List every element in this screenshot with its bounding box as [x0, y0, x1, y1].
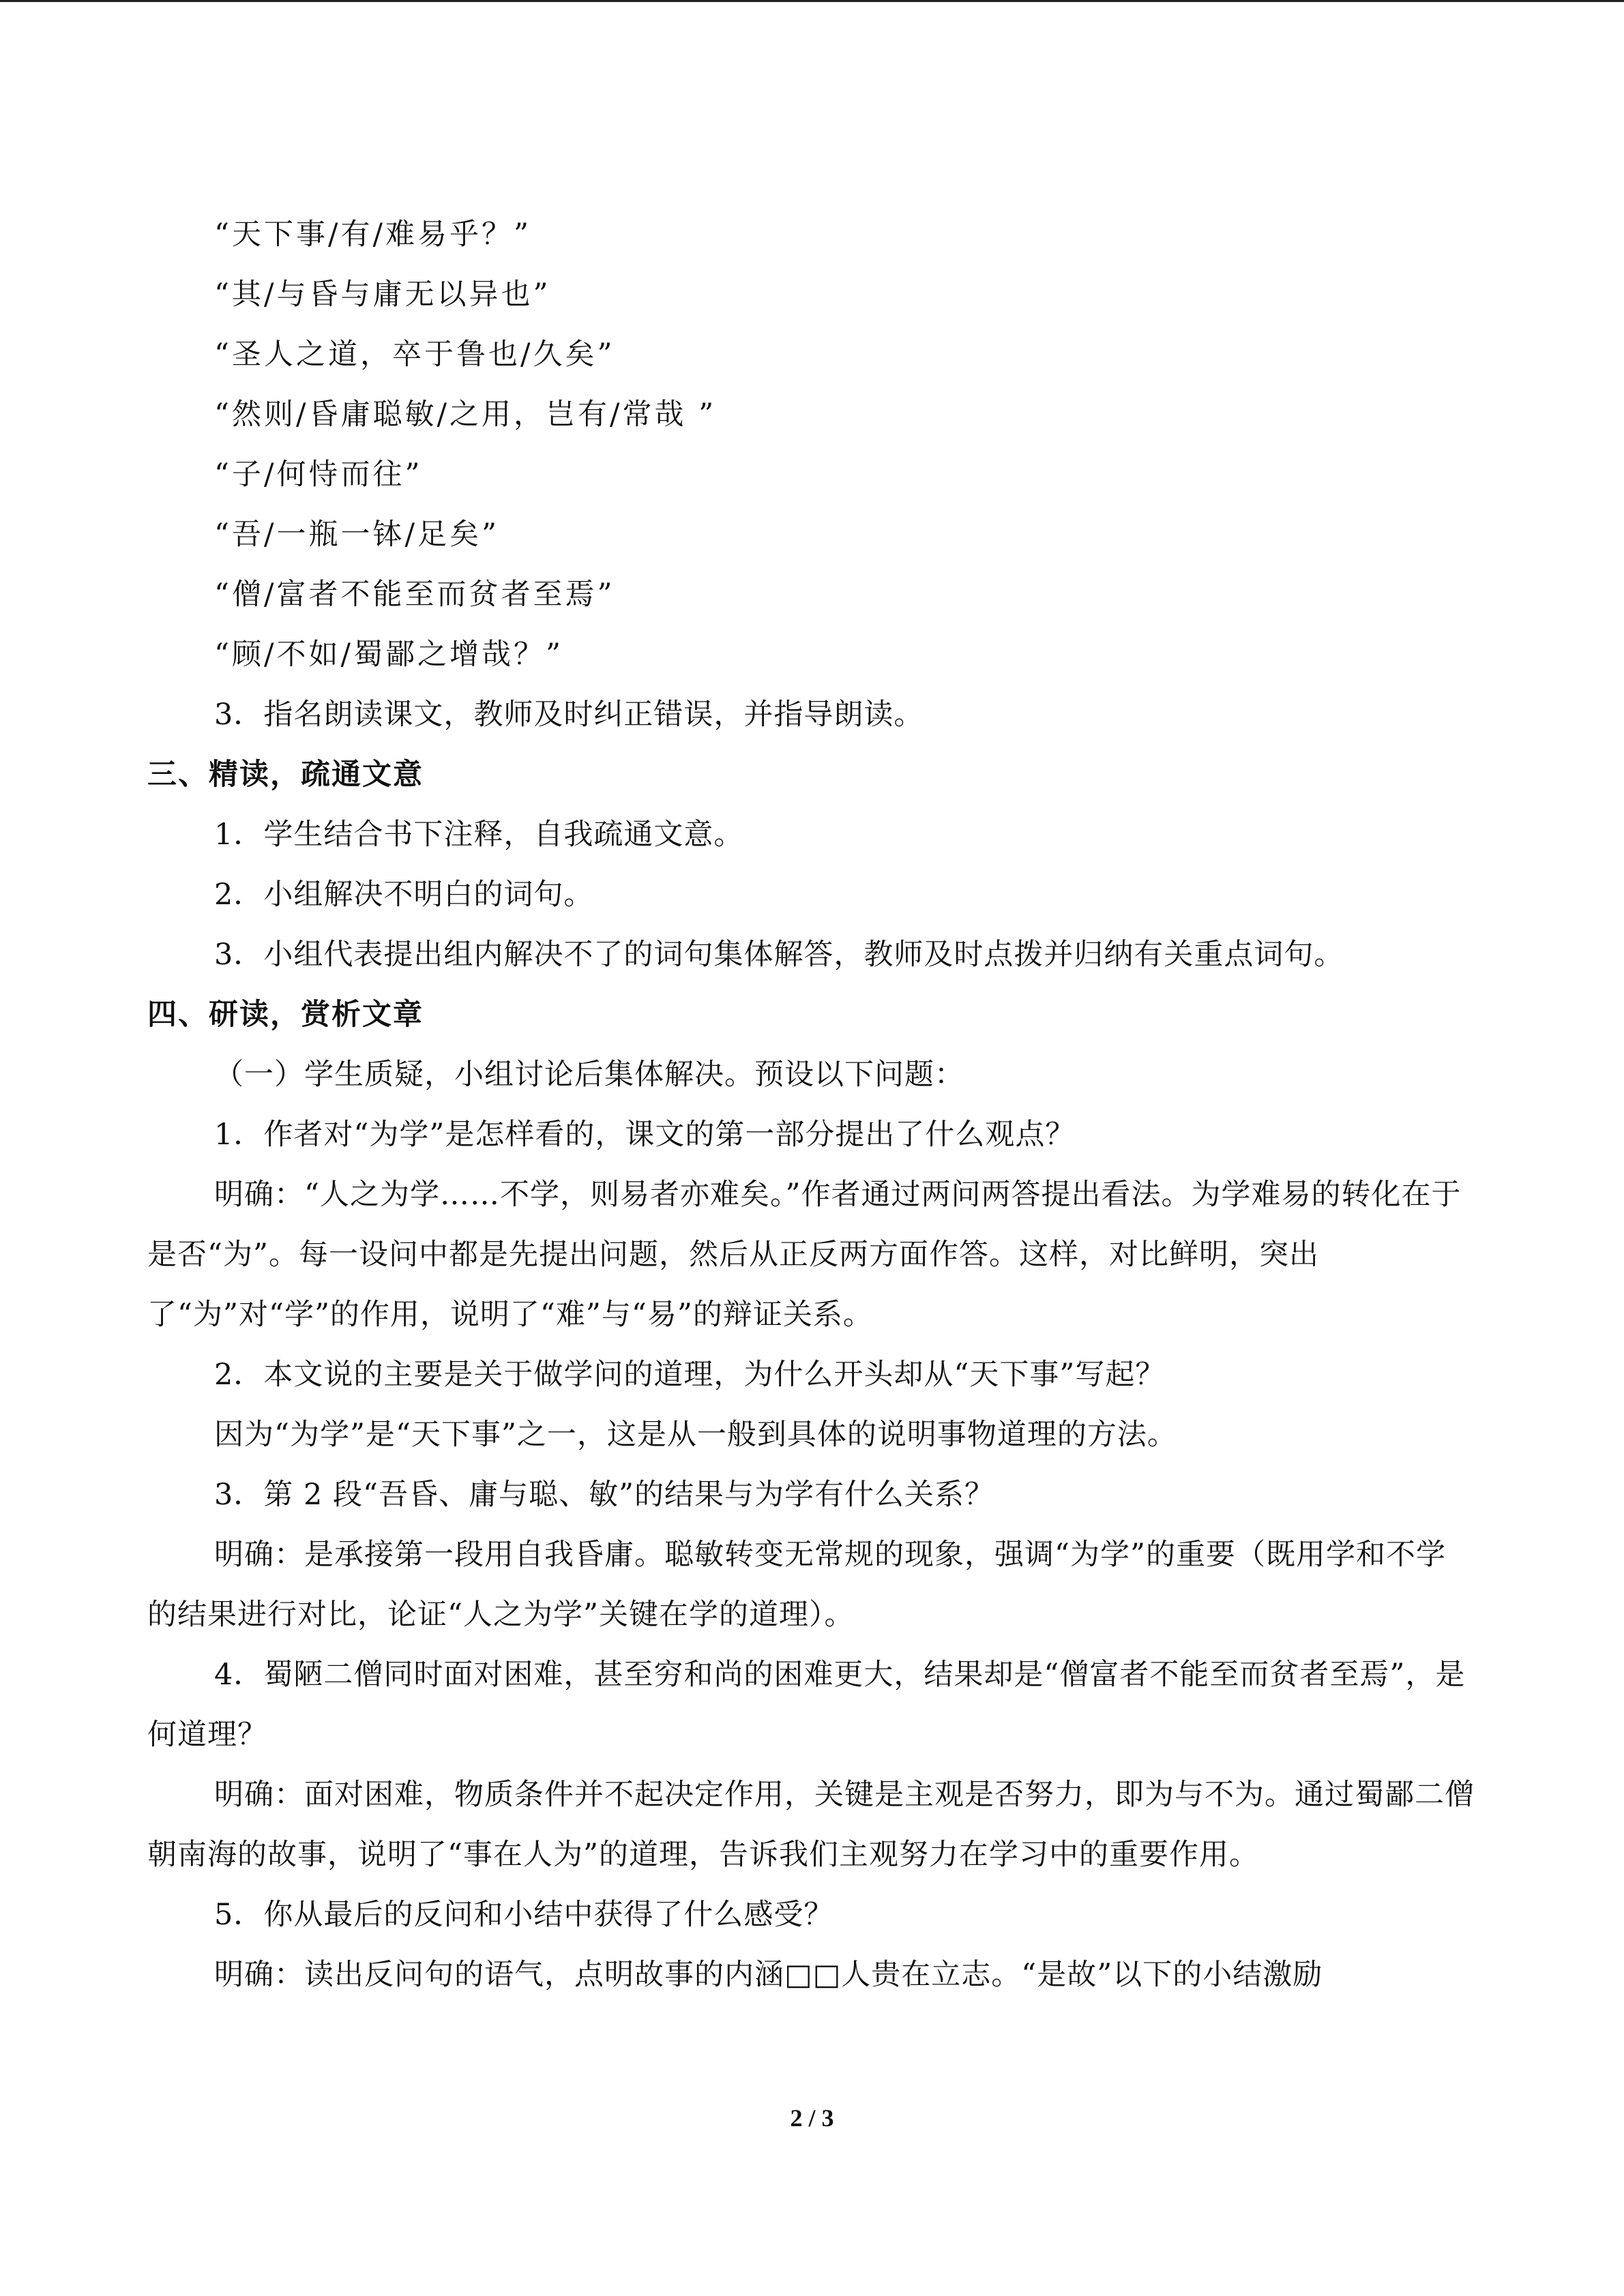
recitation-line-7: “僧/富者不能至而贫者至焉”: [214, 578, 615, 612]
recitation-line-6: “吾/一瓶一钵/足矣”: [214, 518, 499, 552]
recitation-line-4: “然则/昏庸聪敏/之用，岂有/常哉 ”: [214, 398, 717, 432]
answer-5: 明确：读出反问句的语气，点明故事的内涵□□人贵在立志。“是故”以下的小结激励: [214, 1958, 1323, 1992]
section-3-heading: 三、精读，疏通文意: [147, 758, 424, 792]
answer-1: 明确：“人之为学……不学，则易者亦难矣。”作者通过两问两答提出看法。为学难易的转化在于是否“为”。每一设问中都是先提出问题，然后从正反两方面作答。这样，对比鲜明，突出了“为”对“学”的作用，说明了“难”与“易”的辩证关系。: [147, 1178, 1462, 1332]
section-4-heading: 四、研读，赏析文章: [147, 998, 424, 1032]
section-3-item-1: 1．学生结合书下注释，自我疏通文意。: [214, 818, 744, 852]
section-3-item-2: 2．小组解决不明白的词句。: [214, 878, 594, 912]
section-4-intro: （一）学生质疑，小组讨论后集体解决。预设以下问题：: [214, 1058, 964, 1092]
section-3-item-3: 3．小组代表提出组内解决不了的词句集体解答，教师及时点拨并归纳有关重点词句。: [214, 938, 1344, 972]
question-1: 1．作者对“为学”是怎样看的，课文的第一部分提出了什么观点？: [214, 1118, 1076, 1152]
recitation-line-3: “圣人之道，卒于鲁也/久矣”: [214, 338, 615, 372]
question-3: 3．第 2 段“吾昏、庸与聪、敏”的结果与为学有什么关系？: [214, 1478, 995, 1512]
top-border-line: [0, 0, 1624, 2]
question-5: 5．你从最后的反问和小结中获得了什么感受？: [214, 1898, 834, 1932]
question-4: 4．蜀陋二僧同时面对困难，甚至穷和尚的困难更大，结果却是“僧富者不能至而贫者至焉”，是何道理？: [147, 1658, 1466, 1752]
answer-3: 明确：是承接第一段用自我昏庸。聪敏转变无常规的现象，强调“为学”的重要（既用学和不学的结果进行对比，论证“人之为学”关键在学的道理）。: [147, 1538, 1446, 1632]
answer-2: 因为“为学”是“天下事”之一，这是从一般到具体的说明事物道理的方法。: [214, 1418, 1177, 1452]
recitation-line-8: “顾/不如/蜀鄙之增哉？”: [214, 638, 563, 672]
recitation-line-1: “天下事/有/难易乎？”: [214, 218, 531, 252]
page-number: 2 / 3: [790, 2104, 834, 2132]
answer-4: 明确：面对困难，物质条件并不起决定作用，关键是主观是否努力，即为与不为。通过蜀鄙二僧朝南海的故事，说明了“事在人为”的道理，告诉我们主观努力在学习中的重要作用。: [147, 1778, 1475, 1872]
recitation-line-5: “子/何恃而往”: [214, 458, 423, 492]
document-page: [147, 205, 1475, 2005]
recitation-line-2: “其/与昏与庸无以异也”: [214, 278, 551, 312]
reading-step-3: 3．指名朗读课文，教师及时纠正错误，并指导朗读。: [214, 698, 924, 732]
question-2: 2．本文说的主要是关于做学问的道理，为什么开头却从“天下事”写起？: [214, 1358, 1166, 1392]
